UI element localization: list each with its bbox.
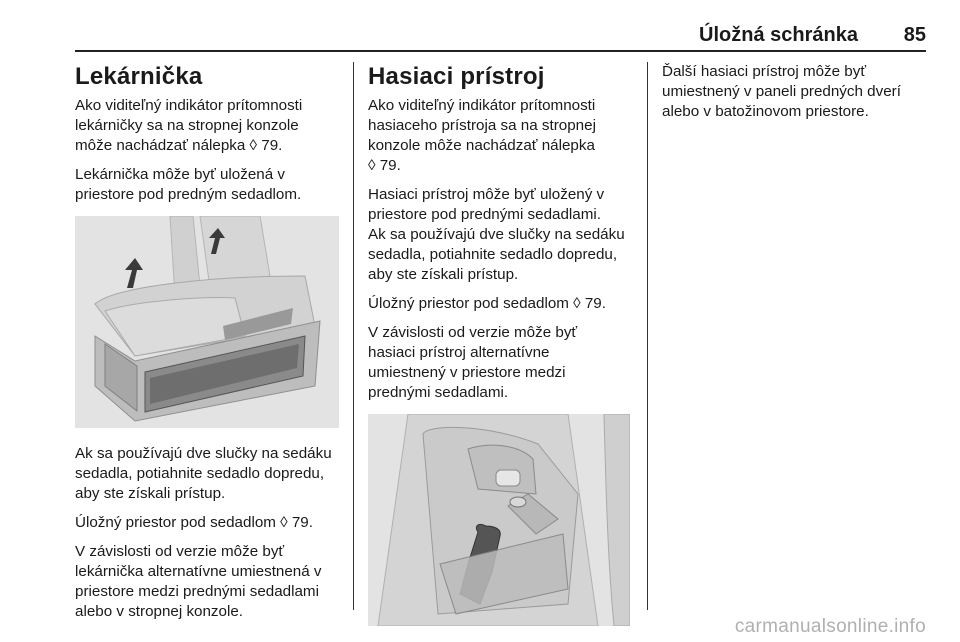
column-divider: [353, 62, 354, 610]
section-heading-first-aid: Lekárnička: [75, 63, 203, 90]
column-divider: [647, 62, 648, 610]
paragraph: Ako viditeľný indikátor prítomnosti hasiaceho prístroja sa na stropnej konzole môže nachádzať nálepka ◊ 79.: [368, 97, 596, 174]
page-header-title: Úložná schránka: [699, 24, 858, 46]
extinguisher-door-illustration: [368, 414, 630, 626]
paragraph: Ak sa používajú dve slučky na sedáku sedadla, potiahnite sedadlo dopredu, aby ste získali prístup.: [75, 445, 332, 502]
seat-storage-illustration: [75, 216, 339, 428]
paragraph: Hasiaci prístroj môže byť uložený v priestore pod prednými sedadlami. Ak sa používajú dve slučky na sedáku sedadla, potiahnite sedadlo dopredu, aby ste získali prístup.: [368, 186, 625, 283]
column-extinguisher: [368, 62, 634, 642]
paragraph: Úložný priestor pod sedadlom ◊ 79.: [75, 514, 313, 531]
paragraph: V závislosti od verzie môže byť lekárnička alternatívne umiestnená v priestore medzi prednými sedadlami alebo v stropnej konzole.: [75, 543, 322, 620]
paragraph: Úložný priestor pod sedadlom ◊ 79.: [368, 295, 606, 312]
paragraph: Ďalší hasiaci prístroj môže byť umiestnený v paneli predných dverí alebo v batožinovom priestore.: [662, 63, 901, 120]
section-heading-extinguisher: Hasiaci prístroj: [368, 63, 545, 90]
header-rule: [75, 50, 926, 52]
watermark: carmanualsonline.info: [734, 616, 926, 637]
column-extra-extinguisher: [662, 62, 930, 131]
column-first-aid: [75, 62, 343, 631]
paragraph: Lekárnička môže byť uložená v priestore pod predným sedadlom.: [75, 166, 302, 203]
page-number: 85: [903, 24, 926, 46]
paragraph: V závislosti od verzie môže byť hasiaci prístroj alternatívne umiestnený v priestore medzi prednými sedadlami.: [368, 324, 578, 401]
paragraph: Ako viditeľný indikátor prítomnosti lekárničky sa na stropnej konzole môže nachádzať nálepka ◊ 79.: [75, 97, 303, 154]
